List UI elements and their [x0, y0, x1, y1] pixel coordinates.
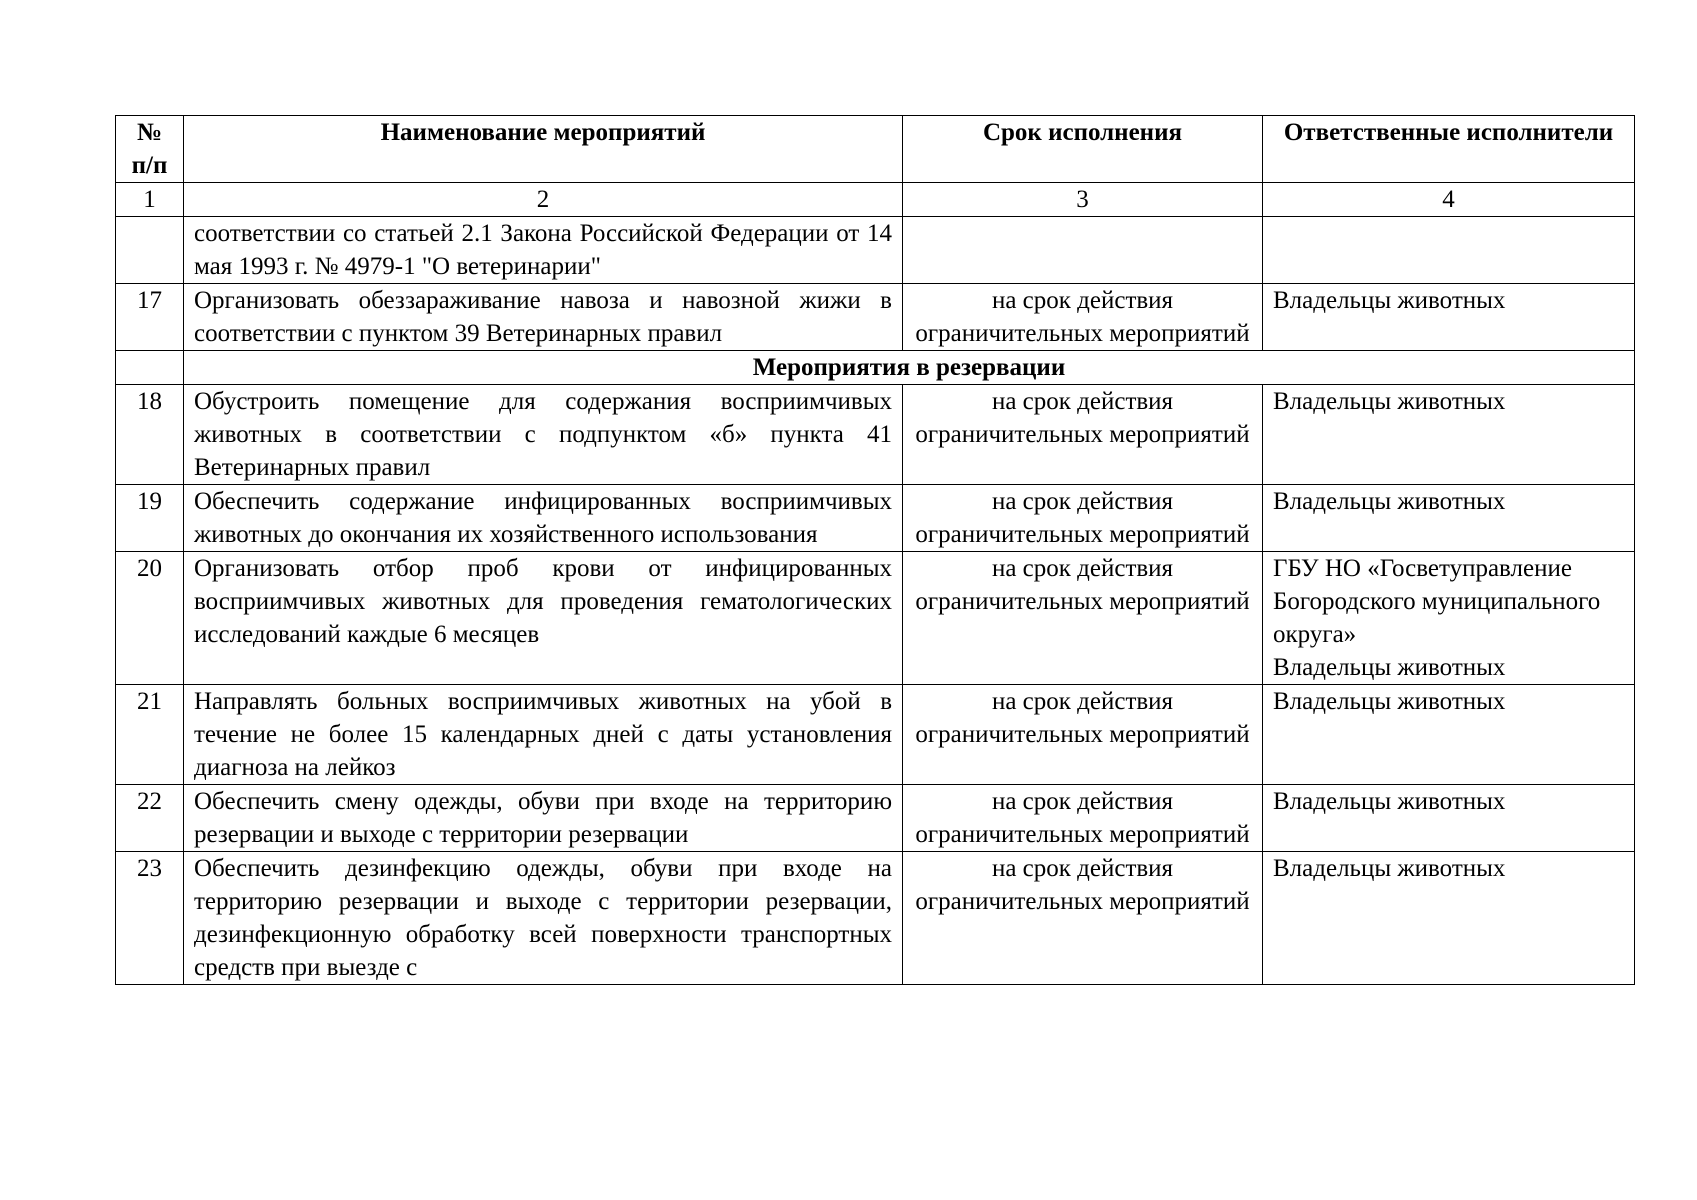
table-row [116, 852, 1635, 985]
row-task: Обеспечить смену одежды, обуви при входе на территорию резервации и выходе с территории резервации [184, 785, 903, 852]
row-term: на срок действия ограничительных мероприятий [903, 385, 1263, 485]
row-task: Организовать отбор проб крови от инфицированных восприимчивых животных для проведения гематологических исследований каждые 6 месяцев [184, 552, 903, 685]
responsible-line: Владельцы животных [1273, 654, 1506, 681]
measures-table [115, 115, 1635, 985]
row-task: соответствии со статьей 2.1 Закона Российской Федерации от 14 мая 1993 г. № 4979-1 "О ветеринарии" [184, 217, 903, 284]
row-task: Обустроить помещение для содержания восприимчивых животных в соответствии с подпунктом «б» пункта 41 Ветеринарных правил [184, 385, 903, 485]
row-term [903, 217, 1263, 284]
row-num: 20 [116, 552, 184, 685]
row-term: на срок действия ограничительных мероприятий [903, 685, 1263, 785]
table-row [116, 685, 1635, 785]
row-responsible [1263, 485, 1635, 552]
row-responsible [1263, 852, 1635, 985]
responsible-line: Владельцы животных [1273, 388, 1506, 415]
row-num: 23 [116, 852, 184, 985]
responsible-line: Владельцы животных [1273, 688, 1506, 715]
row-term: на срок действия ограничительных мероприятий [903, 485, 1263, 552]
section-row [116, 351, 1635, 385]
section-title: Мероприятия в резервации [184, 351, 1635, 385]
column-number: 3 [903, 183, 1263, 217]
row-responsible [1263, 217, 1635, 284]
row-num [116, 217, 184, 284]
responsible-line: Владельцы животных [1273, 287, 1506, 314]
row-num: 19 [116, 485, 184, 552]
column-number-row [116, 183, 1635, 217]
row-responsible [1263, 284, 1635, 351]
row-num: 22 [116, 785, 184, 852]
table-row [116, 385, 1635, 485]
row-num: 17 [116, 284, 184, 351]
row-term: на срок действия ограничительных мероприятий [903, 785, 1263, 852]
row-term: на срок действия ограничительных мероприятий [903, 552, 1263, 685]
column-number: 2 [184, 183, 903, 217]
responsible-line: Владельцы животных [1273, 855, 1506, 882]
row-task: Обеспечить дезинфекцию одежды, обуви при входе на территорию резервации и выходе с территории резервации, дезинфекционную обработку всей поверхности транспортных средств при выезде с [184, 852, 903, 985]
row-responsible [1263, 785, 1635, 852]
row-task: Обеспечить содержание инфицированных восприимчивых животных до окончания их хозяйственного использования [184, 485, 903, 552]
row-responsible [1263, 385, 1635, 485]
table-row [116, 485, 1635, 552]
table-row-continued [116, 217, 1635, 284]
table-row [116, 552, 1635, 685]
row-term: на срок действия ограничительных мероприятий [903, 852, 1263, 985]
row-responsible [1263, 685, 1635, 785]
responsible-line: Владельцы животных [1273, 488, 1506, 515]
row-responsible [1263, 552, 1635, 685]
section-num [116, 351, 184, 385]
header-num: № п/п [116, 116, 184, 183]
row-num: 18 [116, 385, 184, 485]
column-number: 4 [1263, 183, 1635, 217]
responsible-line: Владельцы животных [1273, 788, 1506, 815]
row-num: 21 [116, 685, 184, 785]
header-responsible: Ответственные исполнители [1263, 116, 1635, 183]
header-term: Срок исполнения [903, 116, 1263, 183]
row-task: Организовать обеззараживание навоза и навозной жижи в соответствии с пунктом 39 Ветеринарных правил [184, 284, 903, 351]
header-name: Наименование мероприятий [184, 116, 903, 183]
table-row [116, 284, 1635, 351]
table-row [116, 785, 1635, 852]
header-row [116, 116, 1635, 183]
row-task: Направлять больных восприимчивых животных на убой в течение не более 15 календарных дней с даты установления диагноза на лейкоз [184, 685, 903, 785]
responsible-line: ГБУ НО «Госветуправление Богородского муниципального округа» [1273, 555, 1601, 648]
column-number: 1 [116, 183, 184, 217]
row-term: на срок действия ограничительных мероприятий [903, 284, 1263, 351]
